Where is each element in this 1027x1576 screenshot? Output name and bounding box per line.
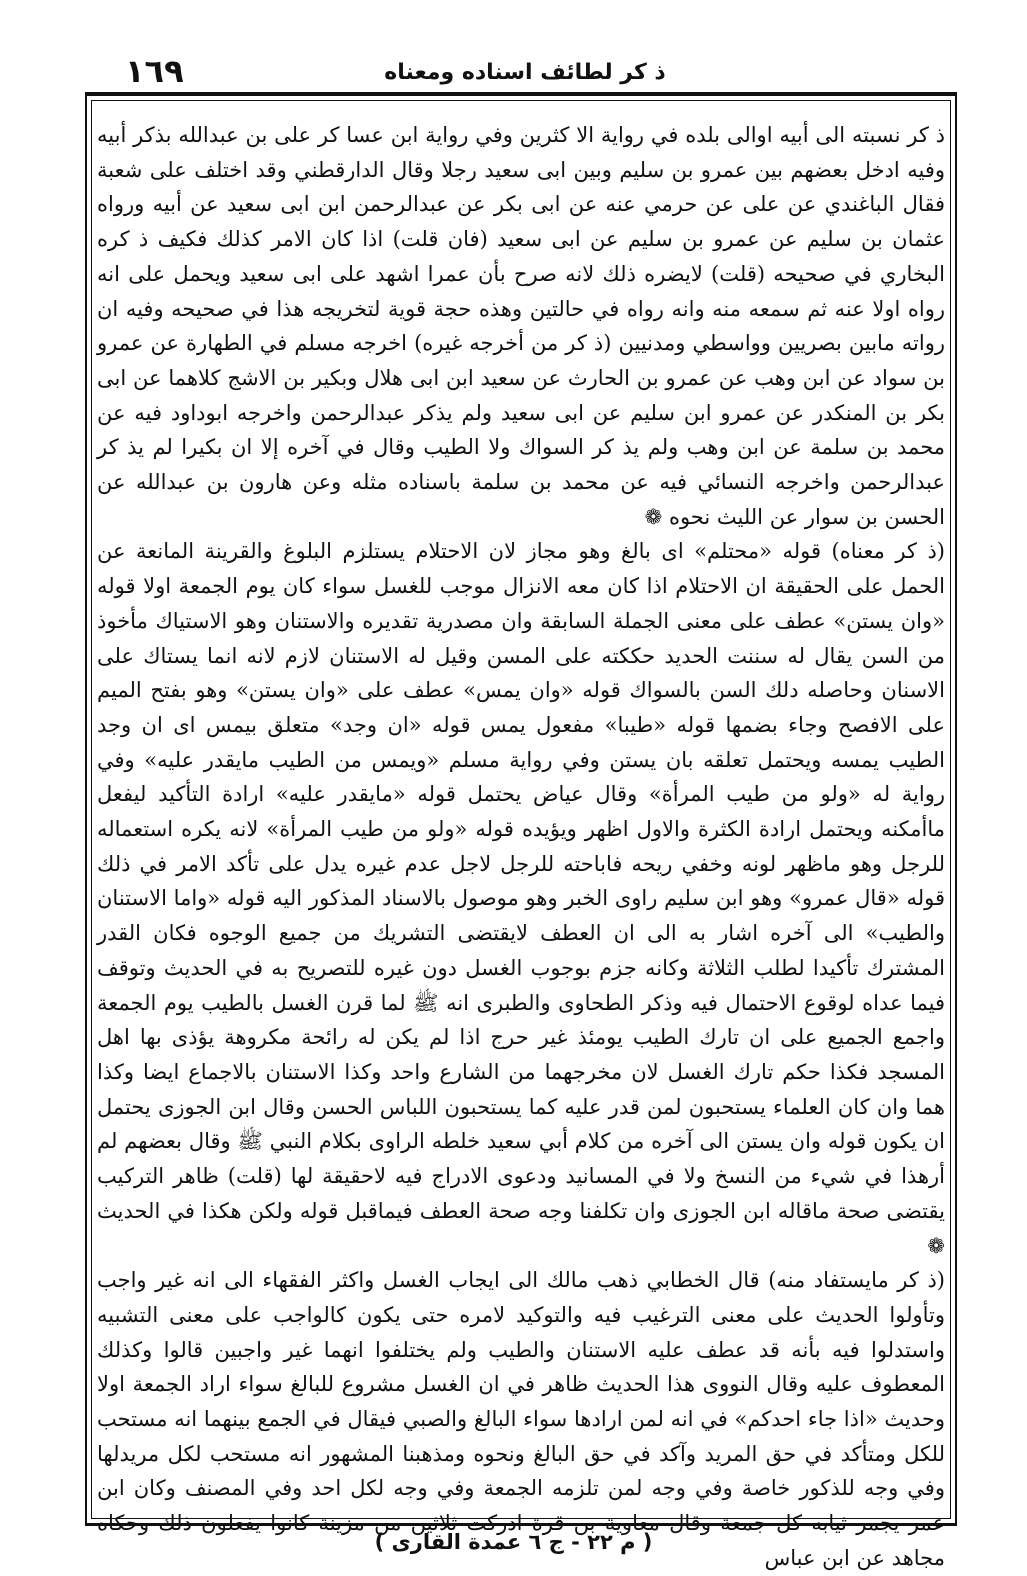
paragraph-benefits: (ذ كر مايستفاد منه) قال الخطابي ذهب مالك الى ايجاب الغسل واكثر الفقهاء الى انه غير واجب وتأولوا الحديث على معنى الترغيب فيه والتوكيد لامره حتى يكون كالواجب على معنى التشبيه واستدلوا فيه بأنه قد عطف عليه الاستنان والطيب ولم يختلفوا انهما غير واجبين قالوا وكذلك المعطوف عليه وقال النووى هذا الحديث ظاهر في ان الغسل مشروع للبالغ سواء اراد الجمعة اولا وحديث «اذا جاء احدكم» في انه لمن ارادها سواء البالغ والصبي فيقال في الجمع بينهما انه مستحب للكل ومتأكد في حق المريد وآكد في حق البالغ ونحوه ومذهبنا المشهور انه مستحب لكل مريدلها وفي وجه للذكور خاصة وفي وجه لمن تلزمه الجمعة وفي وجه لكل احد وفي المصنف وكان ابن عمر يجمر ثيابه كل جمعة وقال معاوية بن قرة ادركت ثلاثين من مزينة كانوا يفعلون ذلك وحكاه مجاهد عن ابن عباس <box>97 1268 945 1570</box>
page-footer-signature: ( م ٢٢ - ج ٦ عمدة القارى ) <box>374 1530 653 1554</box>
page-number: ١٦٩ <box>125 52 184 90</box>
paragraph-isnad-notes: ذ كر نسبته الى أبيه اوالى بلده في رواية الا كثرين وفي رواية ابن عسا كر على بن عبدالله بذكر أبيه وفيه ادخل بعضهم بين عمرو بن سليم وبين ابى سعيد رجلا وقال الدارقطني وقد اختلف على شعبة فقال الباغندي عن على عن حرمي عنه عن ابى بكر عن عبدالرحمن ابن ابى سعيد عن أبيه ورواه عثمان بن سليم عن عمرو بن سليم عن ابى سعيد (فان قلت) اذا كان الامر كذلك فكيف ذ كره البخاري في صحيحه (قلت) لايضره ذلك لانه صرح بأن عمرا اشهد على ابى سعيد ويحمل على انه رواه اولا عنه ثم سمعه منه وانه رواه في حالتين وهذه حجة قوية لتخريجه هذا في صحيحه وفيه ان رواته مابين بصريين وواسطي ومدنيين (ذ كر من أخرجه غيره) اخرجه مسلم في الطهارة عن عمرو بن سواد عن ابن وهب عن عمرو بن الحارث عن سعيد ابن ابى هلال وبكير بن الاشج كلاهما عن ابى بكر بن المنكدر عن عمرو ابن سليم عن ابى سعيد ولم يذكر عبدالرحمن واخرجه ابوداود فيه عن محمد بن سلمة عن ابن وهب ولم يذ كر السواك ولا الطيب وقال في آخره إلا ان بكيرا لم يذ كر عبدالرحمن واخرجه النسائي فيه عن محمد بن سلمة باسناده مثله وعن هارون بن عبدالله عن الحسن بن سوار عن الليث نحوه ❁ <box>97 123 945 529</box>
page-header <box>85 52 965 92</box>
paragraph-meaning: (ذ كر معناه) قوله «محتلم» اى بالغ وهو مجاز لان الاحتلام يستلزم البلوغ والقرينة المانعة عن الحمل على الحقيقة ان الاحتلام اذا كان معه الانزال موجب للغسل سواء كان يوم الجمعة اولا قوله «وان يستن» عطف على معنى الجملة السابقة وان مصدرية تقديره والاستنان وهو الاستياك مأخوذ من السن يقال له سننت الحديد حككته على المسن وقيل له الاستنان لازم لانه انما يستاك على الاسنان وحاصله دلك السن بالسواك قوله «وان يمس» عطف على «وان يستن» وهو بفتح الميم على الافصح وجاء بضمها قوله «طيبا» مفعول يمس قوله «ان وجد» متعلق بيمس اى ان وجد الطيب يمسه ويحتمل تعلقه بان يستن وفي رواية مسلم «ويمس من الطيب مايقدر عليه» وفي رواية له «ولو من طيب المرأة» وقال عياض يحتمل قوله «مايقدر عليه» ارادة التأكيد ليفعل ماأمكنه ويحتمل ارادة الكثرة والاول اظهر ويؤيده قوله «ولو من طيب المرأة» لانه يكره استعماله للرجل وهو ماظهر لونه وخفي ريحه فاباحته للرجل لاجل عدم غيره يدل على تأكد الامر في ذلك قوله «قال عمرو» وهو ابن سليم راوى الخبر وهو موصول بالاسناد المذكور اليه قوله «واما الاستنان والطيب» الى آخره اشار به الى ان العطف لايقتضى التشريك من جميع الوجوه فكان القدر المشترك تأكيدا لطلب الثلاثة وكانه جزم بوجوب الغسل دون غيره للتصريح به في الحديث وتوقف فيما عداه لوقوع الاحتمال فيه وذكر الطحاوى والطبرى انه ﷺ لما قرن الغسل بالطيب يوم الجمعة واجمع الجميع على ان تارك الطيب يومئذ غير حرج اذا لم يكن له رائحة مكروهة يؤذى بها اهل المسجد فكذا حكم تارك الغسل لان مخرجهما من الشارع واحد وكذا الاستنان بالاجماع ايضا وكذا هما وان كان العلماء يستحبون لمن قدر عليه كما يستحبون اللباس الحسن وقال ابن الجوزى يحتمل ان يكون قوله وان يستن الى آخره من كلام أبي سعيد خلطه الراوى بكلام النبي ﷺ وقال بعضهم لم أرهذا في شيء من النسخ ولا في المسانيد ودعوى الادراج فيه لاحقيقة لها (قلت) ظاهر التركيب يقتضى صحة ماقاله ابن الجوزى وان تكلفنا وجه صحة العطف فيماقبل قوله ولكن هكذا في الحديث ❁ <box>97 539 945 1258</box>
running-title: ذ كر لطائف اسناده ومعناه <box>384 60 666 85</box>
